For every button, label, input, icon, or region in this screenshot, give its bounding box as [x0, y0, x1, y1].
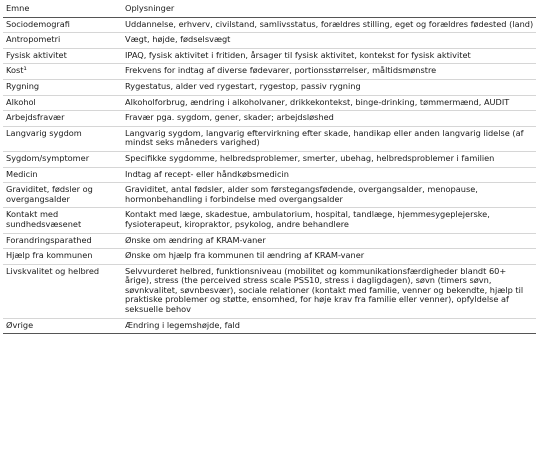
cell-oplysninger: Specifikke sygdomme, helbredsproblemer, smerter, ubehag, helbredsproblemer i familien	[123, 151, 536, 167]
cell-emne: Arbejdsfravær	[3, 111, 123, 127]
table-row	[3, 208, 536, 233]
header-emne: Emne	[3, 2, 123, 17]
cell-emne: Hjælp fra kommunen	[3, 249, 123, 265]
table-row	[3, 151, 536, 167]
cell-oplysninger: Uddannelse, erhverv, civilstand, samlivsstatus, forældres stilling, eget og forældres fødested (land)	[123, 17, 536, 33]
cell-emne: Sygdom/symptomer	[3, 151, 123, 167]
table-row	[3, 48, 536, 64]
cell-oplysninger: Vægt, højde, fødselsvægt	[123, 33, 536, 49]
cell-oplysninger: Graviditet, antal fødsler, alder som førstegangsfødende, overgangsalder, menopause, hormonbehandling i forbindelse med overgangsalder	[123, 183, 536, 208]
cell-emne: Alkohol	[3, 95, 123, 111]
cell-oplysninger: Indtag af recept- eller håndkøbsmedicin	[123, 167, 536, 183]
cell-oplysninger: Fravær pga. sygdom, gener, skader; arbejdsløshed	[123, 111, 536, 127]
cell-emne: Kontakt med sundhedsvæsenet	[3, 208, 123, 233]
table-body	[3, 17, 536, 334]
table-row	[3, 33, 536, 49]
table-row	[3, 79, 536, 95]
table-row	[3, 64, 536, 80]
table-row	[3, 167, 536, 183]
table-row	[3, 126, 536, 151]
cell-emne: Øvrige	[3, 318, 123, 334]
table-row	[3, 183, 536, 208]
cell-oplysninger: Kontakt med læge, skadestue, ambulatorium, hospital, tandlæge, hjemmesygeplejerske, fysioterapeut, kiropraktor, psykolog, andre behandlere	[123, 208, 536, 233]
cell-emne: Livskvalitet og helbred	[3, 264, 123, 318]
cell-emne: Forandringsparathed	[3, 233, 123, 249]
cell-emne: Sociodemografi	[3, 17, 123, 33]
table-row	[3, 17, 536, 33]
table-row	[3, 318, 536, 334]
table-row	[3, 95, 536, 111]
table-row	[3, 264, 536, 318]
header-oplysninger: Oplysninger	[123, 2, 536, 17]
cell-oplysninger: Selvvurderet helbred, funktionsniveau (mobilitet og kommunikationsfærdigheder blandt 60+ årige), stress (the perceived stress scale PSS10, stress i dagligdagen), søvn (timers søvn, søvnkvalitet, søvnbesvær), sociale relationer (kontakt med familie, venner og bekendte, hjælp til praktiske problemer og støtte, ensomhed, for høje krav fra familie eller venner), opfyldelse af seksuelle behov	[123, 264, 536, 318]
cell-emne: Graviditet, fødsler og overgangsalder	[3, 183, 123, 208]
cell-emne: Antropometri	[3, 33, 123, 49]
header-row	[3, 2, 536, 17]
cell-emne: Medicin	[3, 167, 123, 183]
cell-oplysninger: Ønske om hjælp fra kommunen til ændring af KRAM-vaner	[123, 249, 536, 265]
cell-oplysninger: Ønske om ændring af KRAM-vaner	[123, 233, 536, 249]
cell-emne: Rygning	[3, 79, 123, 95]
cell-emne: Kost¹	[3, 64, 123, 80]
table-row	[3, 233, 536, 249]
cell-oplysninger: IPAQ, fysisk aktivitet i fritiden, årsager til fysisk aktivitet, kontekst for fysisk aktivitet	[123, 48, 536, 64]
cell-oplysninger: Ændring i legemshøjde, fald	[123, 318, 536, 334]
cell-oplysninger: Langvarig sygdom, langvarig eftervirkning efter skade, handikap eller anden langvarig lidelse (af mindst seks måneders varighed)	[123, 126, 536, 151]
cell-oplysninger: Frekvens for indtag af diverse fødevarer, portionsstørrelser, måltidsmønstre	[123, 64, 536, 80]
cell-emne: Fysisk aktivitet	[3, 48, 123, 64]
cell-oplysninger: Alkoholforbrug, ændring i alkoholvaner, drikkekontekst, binge-drinking, tømmermænd, AUDIT	[123, 95, 536, 111]
cell-oplysninger: Rygestatus, alder ved rygestart, rygestop, passiv rygning	[123, 79, 536, 95]
cell-emne: Langvarig sygdom	[3, 126, 123, 151]
table-header	[3, 2, 536, 17]
table-row	[3, 249, 536, 265]
table-row	[3, 111, 536, 127]
topics-table	[3, 2, 536, 334]
